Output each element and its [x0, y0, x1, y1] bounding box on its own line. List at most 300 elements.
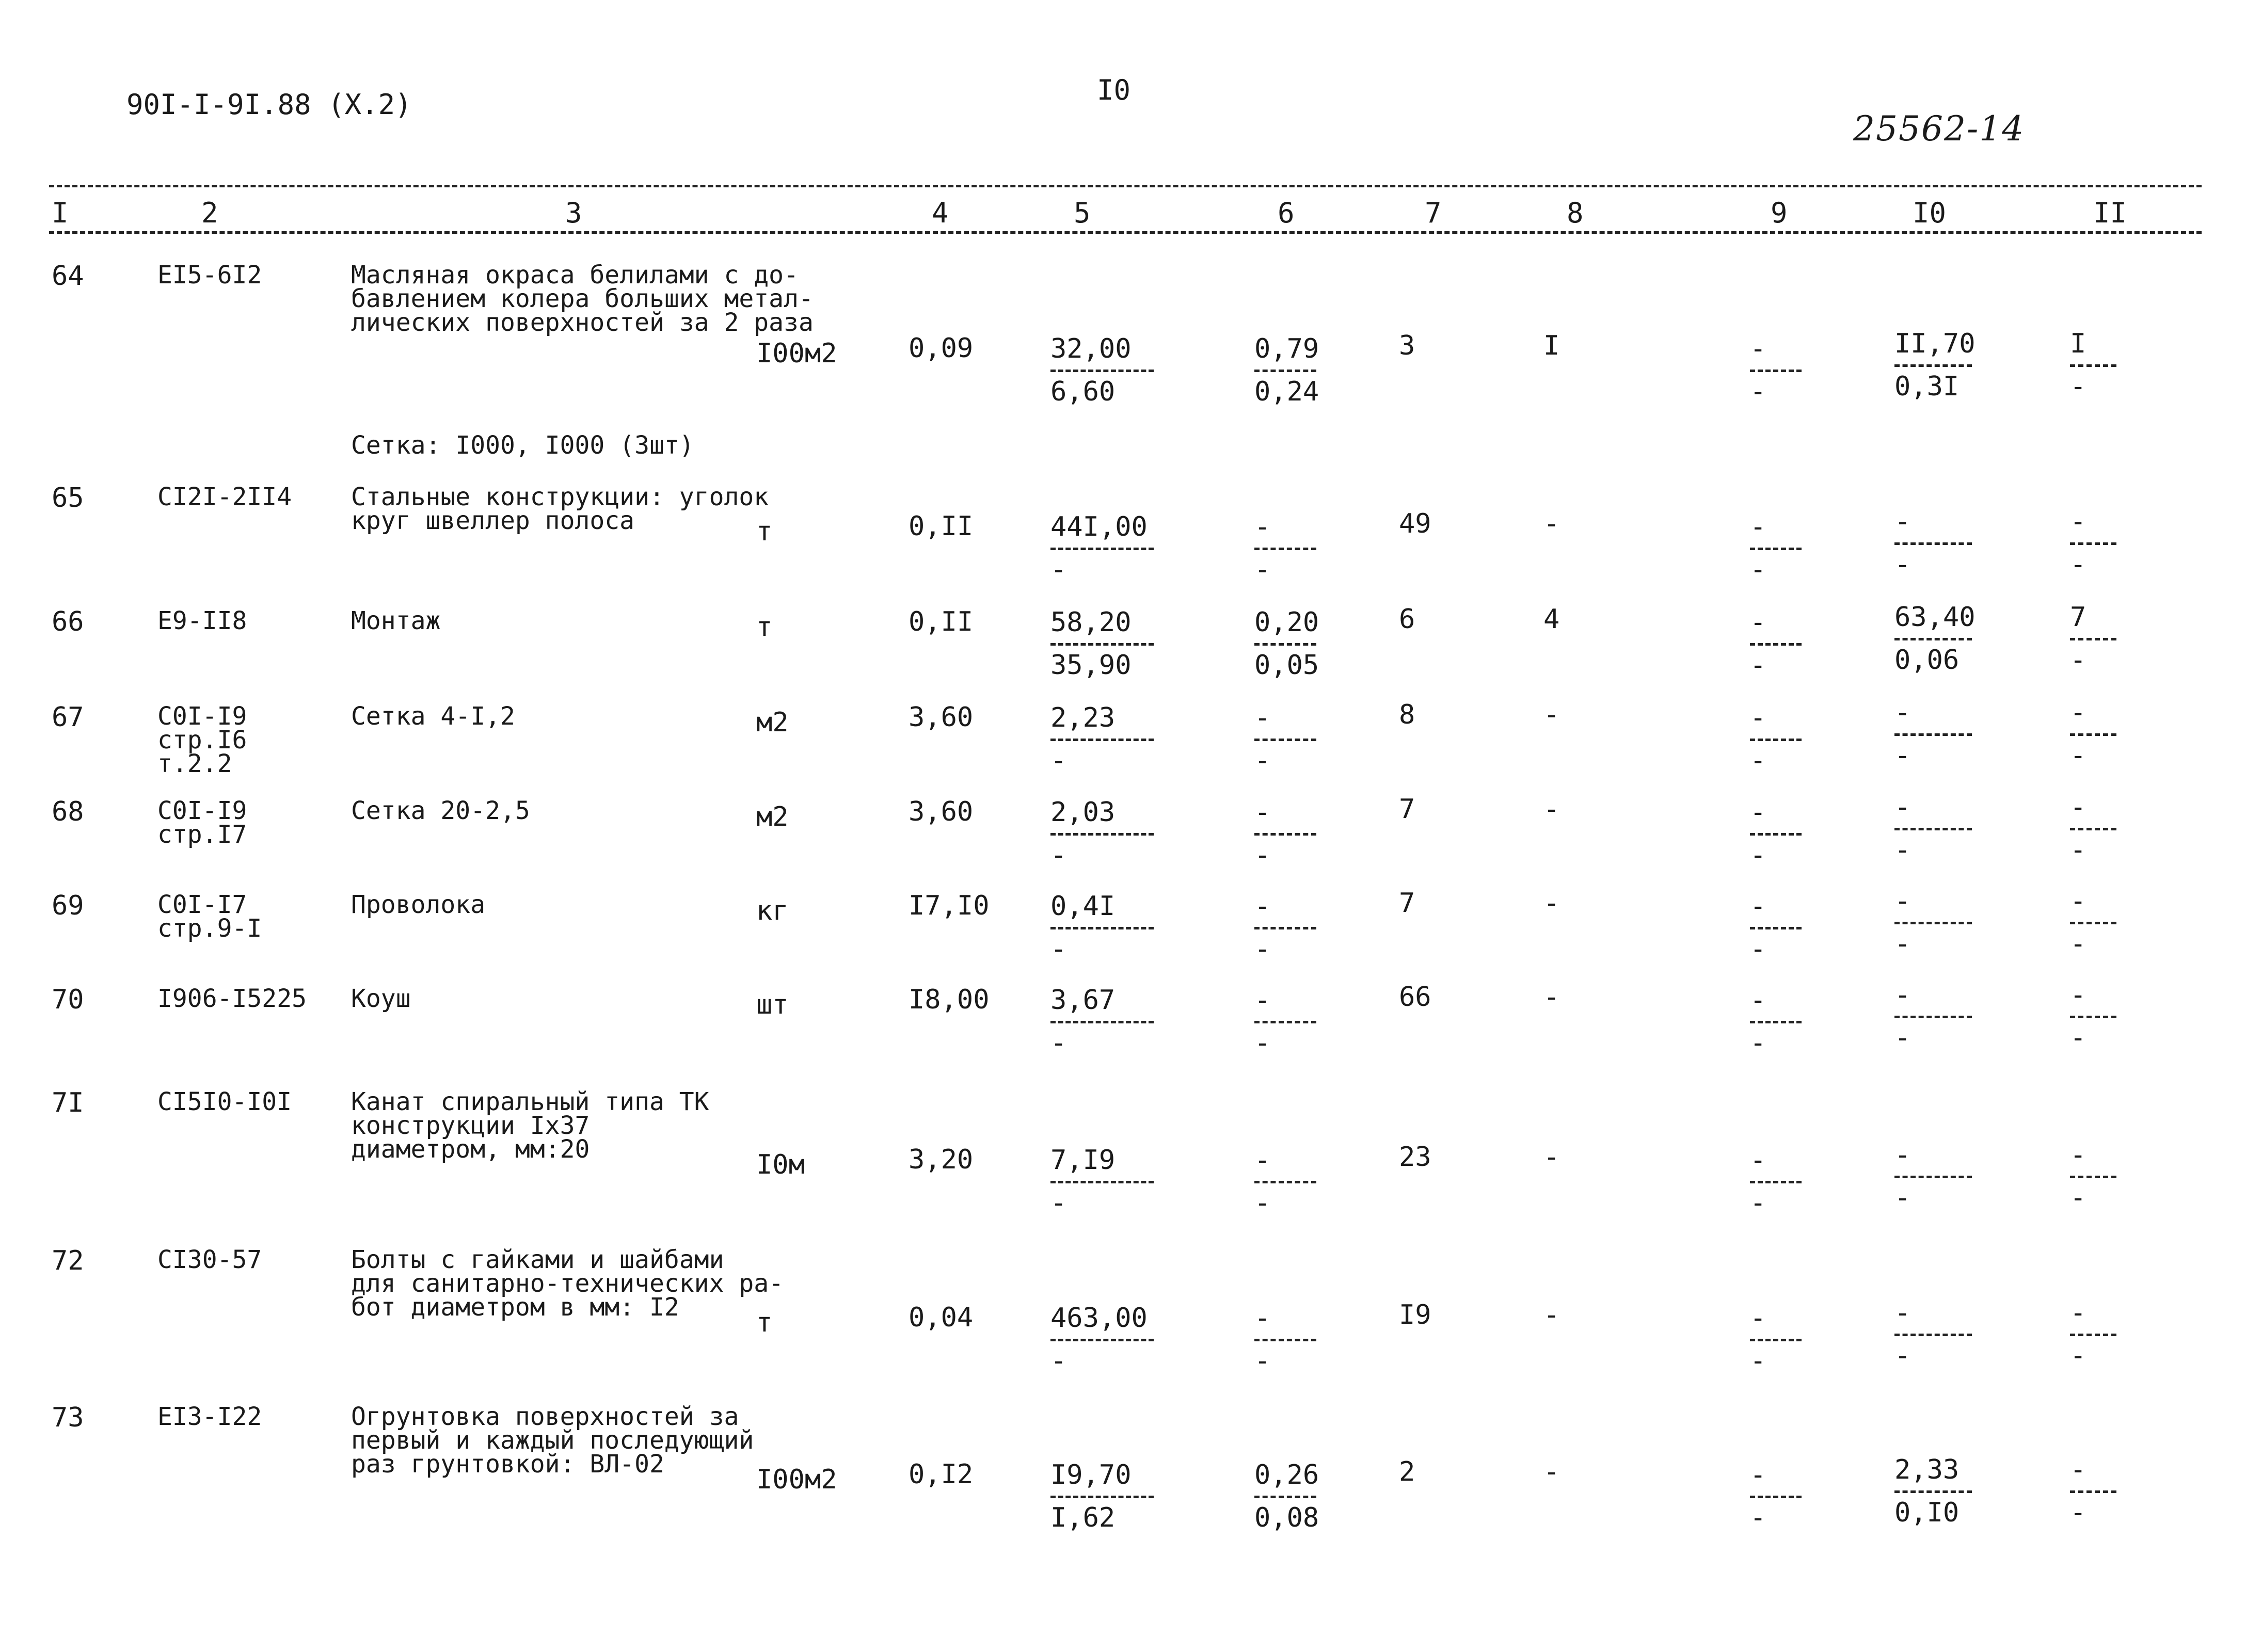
unit: I00м2 [756, 338, 837, 369]
cell-c6-bottom: - [1254, 554, 1271, 585]
fraction-bar [1050, 548, 1154, 550]
cell-c5-top: 3,67 [1050, 985, 1116, 1016]
cell-c9-bottom: - [1750, 745, 1766, 776]
fraction-bar [1894, 542, 1972, 545]
cell-c7: 23 [1399, 1142, 1431, 1173]
work-description: Канат спиральный типа ТК [351, 1087, 709, 1116]
cell-c9-bottom: - [1750, 650, 1766, 681]
rate-code: C0I-I9 [157, 702, 247, 731]
cell-c5-top: 58,20 [1050, 607, 1132, 638]
cell-c8: - [1543, 982, 1560, 1013]
quantity: 0,I2 [909, 1459, 974, 1490]
fraction-bar [1750, 1181, 1802, 1183]
cell-c9-top: - [1750, 1145, 1766, 1176]
cell-c6-fraction [1254, 987, 1316, 1056]
work-description: Огрунтовка поверхностей за [351, 1402, 739, 1431]
fraction-bar [1050, 1496, 1154, 1498]
cell-c9-bottom: - [1750, 1502, 1766, 1533]
rate-code: CI5I0-I0I [157, 1087, 292, 1116]
cell-c6-fraction [1254, 893, 1316, 963]
cell-c5-bottom: - [1050, 840, 1067, 871]
cell-c11-top: - [2070, 506, 2086, 537]
work-description: Стальные конструкции: уголок [351, 483, 769, 511]
quantity: I7,I0 [909, 890, 990, 921]
cell-c10-bottom: - [1894, 1340, 1911, 1371]
fraction-bar [1750, 833, 1802, 836]
cell-c10-fraction [1894, 1456, 1972, 1526]
fraction-bar [1750, 1339, 1802, 1341]
cell-c11-bottom: - [2070, 645, 2086, 676]
column-number: 2 [201, 197, 218, 229]
row-number: 70 [52, 984, 84, 1015]
fraction-bar [1050, 1339, 1154, 1341]
cell-c7: 49 [1399, 508, 1431, 539]
quantity: 3,20 [909, 1144, 974, 1175]
fraction-bar [1894, 922, 1972, 924]
cell-c10-bottom: 0,06 [1894, 645, 1960, 676]
unit: т [756, 516, 773, 547]
column-number: II [2093, 197, 2127, 229]
cell-c11-bottom: - [2070, 928, 2086, 959]
column-number: 9 [1771, 197, 1788, 229]
cell-c7: 66 [1399, 982, 1431, 1013]
cell-c10-top: - [1894, 506, 1911, 537]
cell-c9-fraction [1750, 609, 1802, 679]
fraction-bar [1050, 927, 1154, 929]
cell-c11-fraction [2070, 699, 2116, 769]
cell-c9-top: - [1750, 1459, 1766, 1490]
column-number: 7 [1425, 197, 1442, 229]
cell-c5-fraction [1050, 511, 1154, 585]
header-top-rule [49, 185, 2202, 187]
cell-c11-bottom: - [2070, 740, 2086, 771]
cell-c11-top: - [2070, 886, 2086, 917]
cell-c10-bottom: - [1894, 835, 1911, 865]
cell-c9-fraction [1750, 987, 1802, 1056]
cell-c6-bottom: 0,08 [1254, 1502, 1319, 1533]
cell-c8: - [1543, 508, 1560, 539]
rate-code: E9-II8 [157, 606, 247, 635]
row-number: 69 [52, 890, 84, 921]
cell-c10-bottom: - [1894, 1022, 1911, 1053]
cell-c7: 7 [1399, 794, 1415, 825]
fraction-bar [2070, 1176, 2116, 1178]
fraction-bar [2070, 1490, 2116, 1493]
cell-c5-top: 463,00 [1050, 1303, 1148, 1334]
work-description: Коуш [351, 984, 411, 1013]
work-description: диаметром, мм:20 [351, 1135, 590, 1164]
cell-c9-top: - [1750, 1303, 1766, 1334]
cell-c10-fraction [1894, 602, 1976, 676]
cell-c5-bottom: 35,90 [1050, 650, 1132, 681]
cell-c10-fraction [1894, 794, 1972, 863]
cell-c5-top: I9,70 [1050, 1459, 1132, 1490]
rate-code: C0I-I7 [157, 890, 247, 919]
cell-c10-fraction [1894, 699, 1972, 769]
quantity: 3,60 [909, 796, 974, 827]
cell-c5-fraction [1050, 799, 1154, 869]
cell-c9-top: - [1750, 985, 1766, 1016]
cell-c9-fraction [1750, 335, 1802, 405]
cell-c7: 2 [1399, 1456, 1415, 1487]
fraction-bar [1050, 370, 1154, 372]
cell-c9-fraction [1750, 799, 1802, 869]
cell-c9-fraction [1750, 704, 1802, 774]
rate-code: стр.I7 [157, 820, 247, 849]
fraction-bar [1254, 1021, 1316, 1023]
fraction-bar [1050, 643, 1154, 646]
fraction-bar [1750, 548, 1802, 550]
fraction-bar [1254, 643, 1316, 646]
rate-code: I906-I5225 [157, 984, 307, 1013]
row-number: 68 [52, 796, 84, 827]
cell-c6-bottom: - [1254, 934, 1271, 965]
cell-c6-fraction [1254, 1147, 1316, 1216]
fraction-bar [1254, 1181, 1316, 1183]
unit: м2 [756, 707, 789, 738]
cell-c11-top: - [2070, 1454, 2086, 1485]
row-note: Сетка: I000, I000 (3шт) [351, 431, 694, 460]
cell-c10-bottom: - [1894, 740, 1911, 771]
row-number: 72 [52, 1245, 84, 1276]
cell-c11-bottom: - [2070, 1497, 2086, 1528]
cell-c6-top: - [1254, 985, 1271, 1016]
cell-c6-fraction [1254, 1305, 1316, 1374]
fraction-bar [1894, 638, 1972, 640]
cell-c6-top: - [1254, 1303, 1271, 1334]
work-description: бавлением колера больших метал- [351, 284, 814, 313]
cell-c9-fraction [1750, 893, 1802, 963]
cell-c6-bottom: - [1254, 840, 1271, 871]
cell-c10-fraction [1894, 982, 1972, 1051]
unit: т [756, 612, 773, 643]
document-code: 90I-I-9I.88 (X.2) [126, 88, 412, 121]
cell-c6-top: - [1254, 702, 1271, 733]
sheet-code: 25562-14 [1853, 109, 2025, 149]
cell-c11-top: 7 [2070, 602, 2086, 633]
cell-c7: 3 [1399, 330, 1415, 361]
cell-c10-top: - [1894, 886, 1911, 917]
rate-code: стр.I6 [157, 726, 247, 755]
cell-c9-bottom: - [1750, 1028, 1766, 1058]
cell-c11-bottom: - [2070, 1182, 2086, 1213]
cell-c5-top: 2,23 [1050, 702, 1116, 733]
work-description: конструкции Iх37 [351, 1111, 590, 1140]
rate-code: EI3-I22 [157, 1402, 262, 1431]
cell-c6-fraction [1254, 704, 1316, 774]
fraction-bar [1254, 370, 1316, 372]
cell-c11-top: I [2070, 328, 2086, 359]
cell-c8: - [1543, 1142, 1560, 1173]
cell-c5-fraction [1050, 609, 1154, 679]
row-number: 65 [52, 483, 84, 514]
rate-code: стр.9-I [157, 914, 262, 943]
fraction-bar [1894, 828, 1972, 830]
cell-c10-top: - [1894, 1140, 1911, 1170]
cell-c5-top: 7,I9 [1050, 1145, 1116, 1176]
cell-c9-top: - [1750, 607, 1766, 638]
cell-c6-bottom: 0,05 [1254, 650, 1319, 681]
cell-c9-bottom: - [1750, 554, 1766, 585]
cell-c8: - [1543, 1300, 1560, 1330]
work-description: Проволока [351, 890, 486, 919]
quantity: 0,04 [909, 1302, 974, 1333]
work-description: Сетка 4-I,2 [351, 702, 515, 731]
cell-c5-fraction [1050, 704, 1154, 774]
unit: I0м [756, 1149, 805, 1180]
cell-c6-top: - [1254, 797, 1271, 828]
work-description: бот диаметром в мм: I2 [351, 1293, 679, 1322]
cell-c11-fraction [2070, 1297, 2116, 1371]
fraction-bar [1750, 739, 1802, 741]
cell-c6-bottom: - [1254, 1345, 1271, 1376]
column-number: I0 [1913, 197, 1947, 229]
quantity: 0,II [909, 511, 974, 542]
cell-c6-top: 0,20 [1254, 607, 1319, 638]
cell-c10-top: - [1894, 980, 1911, 1011]
cell-c11-bottom: - [2070, 1022, 2086, 1053]
header-bottom-rule [49, 231, 2202, 234]
cell-c5-bottom: 6,60 [1050, 376, 1116, 407]
row-number: 73 [52, 1402, 84, 1433]
fraction-bar [2070, 638, 2116, 640]
fraction-bar [1254, 1496, 1316, 1498]
cell-c6-top: - [1254, 891, 1271, 922]
cell-c6-bottom: - [1254, 1028, 1271, 1058]
fraction-bar [1254, 1339, 1316, 1341]
cell-c9-fraction [1750, 1147, 1802, 1216]
rate-code: C0I-I9 [157, 796, 247, 825]
cell-c5-fraction [1050, 893, 1154, 963]
cell-c10-top: - [1894, 1297, 1911, 1328]
column-number: 3 [565, 197, 582, 229]
cell-c5-bottom: - [1050, 1028, 1067, 1058]
fraction-bar [1894, 733, 1972, 736]
work-description: круг швеллер полоса [351, 506, 635, 535]
column-number: 6 [1278, 197, 1295, 229]
cell-c10-top: II,70 [1894, 328, 1976, 359]
cell-c6-top: 0,26 [1254, 1459, 1319, 1490]
cell-c10-top: - [1894, 792, 1911, 823]
cell-c10-fraction [1894, 1142, 1972, 1211]
cell-c7: 6 [1399, 604, 1415, 635]
cell-c11-fraction [2070, 1456, 2116, 1526]
cell-c10-bottom: 0,3I [1894, 371, 1960, 402]
rate-code: CI2I-2II4 [157, 483, 292, 511]
cell-c10-fraction [1894, 1297, 1972, 1371]
fraction-bar [1894, 364, 1972, 367]
fraction-bar [1894, 1016, 1972, 1018]
cell-c5-fraction [1050, 335, 1154, 405]
cell-c5-bottom: I,62 [1050, 1502, 1116, 1533]
fraction-bar [1050, 739, 1154, 741]
cell-c7: I9 [1399, 1300, 1431, 1330]
fraction-bar [1254, 548, 1316, 550]
cell-c11-fraction [2070, 794, 2116, 863]
column-number: 4 [932, 197, 949, 229]
cell-c11-bottom: - [2070, 549, 2086, 580]
cell-c10-fraction [1894, 888, 1972, 957]
unit: кг [756, 895, 789, 926]
column-number: I [52, 197, 69, 229]
fraction-bar [1750, 643, 1802, 646]
cell-c6-fraction [1254, 335, 1319, 405]
cell-c6-top: 0,79 [1254, 333, 1319, 364]
fraction-bar [1050, 833, 1154, 836]
cell-c9-bottom: - [1750, 1188, 1766, 1218]
cell-c11-bottom: - [2070, 835, 2086, 865]
quantity: 0,II [909, 606, 974, 637]
cell-c8: - [1543, 888, 1560, 919]
fraction-bar [1254, 833, 1316, 836]
cell-c11-fraction [2070, 1142, 2116, 1211]
cell-c9-top: - [1750, 797, 1766, 828]
cell-c5-fraction [1050, 987, 1154, 1056]
fraction-bar [1254, 927, 1316, 929]
cell-c9-bottom: - [1750, 934, 1766, 965]
cell-c11-top: - [2070, 1297, 2086, 1328]
work-description: Монтаж [351, 606, 441, 635]
column-number: 8 [1567, 197, 1584, 229]
cell-c6-fraction [1254, 511, 1316, 585]
cell-c10-top: 63,40 [1894, 602, 1976, 633]
unit: м2 [756, 801, 789, 832]
fraction-bar [1050, 1021, 1154, 1023]
quantity: 0,09 [909, 333, 974, 364]
cell-c9-bottom: - [1750, 376, 1766, 407]
cell-c10-bottom: 0,I0 [1894, 1497, 1960, 1528]
cell-c5-bottom: - [1050, 554, 1067, 585]
cell-c10-fraction [1894, 330, 1976, 400]
cell-c11-fraction [2070, 508, 2116, 578]
work-description: Сетка 20-2,5 [351, 796, 530, 825]
cell-c6-bottom: - [1254, 745, 1271, 776]
quantity: I8,00 [909, 984, 990, 1015]
cell-c5-top: 44I,00 [1050, 511, 1148, 542]
fraction-bar [1050, 1181, 1154, 1183]
cell-c6-top: - [1254, 511, 1271, 542]
cell-c6-fraction [1254, 799, 1316, 869]
work-description: лических поверхностей за 2 раза [351, 308, 814, 337]
row-number: 67 [52, 702, 84, 733]
work-description: первый и каждый последующий [351, 1426, 754, 1455]
cell-c11-bottom: - [2070, 1340, 2086, 1371]
fraction-bar [1894, 1176, 1972, 1178]
cell-c11-fraction [2070, 602, 2116, 676]
cell-c8: - [1543, 1456, 1560, 1487]
cell-c8: - [1543, 794, 1560, 825]
cell-c9-bottom: - [1750, 1345, 1766, 1376]
work-description: Болты с гайками и шайбами [351, 1245, 724, 1274]
cell-c6-top: - [1254, 1145, 1271, 1176]
cell-c8: 4 [1543, 604, 1560, 635]
cell-c9-fraction [1750, 1305, 1802, 1374]
fraction-bar [2070, 542, 2116, 545]
rate-code: EI5-6I2 [157, 261, 262, 290]
fraction-bar [1894, 1334, 1972, 1336]
cell-c5-fraction [1050, 1305, 1154, 1374]
fraction-bar [1894, 1490, 1972, 1493]
cell-c9-fraction [1750, 511, 1802, 585]
work-description: раз грунтовкой: ВЛ-02 [351, 1450, 664, 1479]
cell-c11-fraction [2070, 982, 2116, 1051]
fraction-bar [2070, 364, 2116, 367]
fraction-bar [1750, 370, 1802, 372]
cell-c8: I [1543, 330, 1560, 361]
cell-c5-bottom: - [1050, 745, 1067, 776]
cell-c6-fraction [1254, 1459, 1319, 1533]
cell-c9-top: - [1750, 702, 1766, 733]
cell-c9-top: - [1750, 511, 1766, 542]
rate-code: CI30-57 [157, 1245, 262, 1274]
cell-c5-fraction [1050, 1459, 1154, 1533]
cell-c5-bottom: - [1050, 1345, 1067, 1376]
cell-c7: 7 [1399, 888, 1415, 919]
cell-c10-bottom: - [1894, 928, 1911, 959]
cell-c8: - [1543, 699, 1560, 730]
cell-c5-top: 2,03 [1050, 797, 1116, 828]
column-number: 5 [1074, 197, 1091, 229]
work-description: Масляная окраса белилами с до- [351, 261, 799, 290]
cell-c11-fraction [2070, 330, 2116, 400]
fraction-bar [2070, 1334, 2116, 1336]
cell-c10-fraction [1894, 508, 1972, 578]
fraction-bar [2070, 733, 2116, 736]
fraction-bar [2070, 828, 2116, 830]
cell-c11-bottom: - [2070, 371, 2086, 402]
unit: т [756, 1307, 773, 1338]
page-number: I0 [1097, 74, 1131, 106]
fraction-bar [2070, 1016, 2116, 1018]
fraction-bar [1254, 739, 1316, 741]
row-number: 7I [52, 1087, 84, 1118]
cell-c10-bottom: - [1894, 1182, 1911, 1213]
cell-c10-top: - [1894, 697, 1911, 728]
cell-c6-bottom: 0,24 [1254, 376, 1319, 407]
cell-c9-bottom: - [1750, 840, 1766, 871]
fraction-bar [1750, 1021, 1802, 1023]
cell-c9-fraction [1750, 1459, 1802, 1533]
unit: шт [756, 989, 789, 1020]
cell-c11-top: - [2070, 1140, 2086, 1170]
cell-c10-bottom: - [1894, 549, 1911, 580]
cell-c6-bottom: - [1254, 1188, 1271, 1218]
cell-c9-top: - [1750, 333, 1766, 364]
cell-c5-bottom: - [1050, 1188, 1067, 1218]
cell-c7: 8 [1399, 699, 1415, 730]
cell-c5-fraction [1050, 1147, 1154, 1216]
fraction-bar [2070, 922, 2116, 924]
cell-c11-top: - [2070, 697, 2086, 728]
unit: I00м2 [756, 1464, 837, 1495]
fraction-bar [1750, 927, 1802, 929]
cell-c5-top: 0,4I [1050, 891, 1116, 922]
fraction-bar [1750, 1496, 1802, 1498]
row-number: 66 [52, 606, 84, 637]
cell-c10-top: 2,33 [1894, 1454, 1960, 1485]
cell-c5-bottom: - [1050, 934, 1067, 965]
quantity: 3,60 [909, 702, 974, 733]
row-number: 64 [52, 261, 84, 292]
cell-c9-top: - [1750, 891, 1766, 922]
cell-c11-fraction [2070, 888, 2116, 957]
rate-code: т.2.2 [157, 749, 232, 778]
cell-c11-top: - [2070, 792, 2086, 823]
cell-c6-fraction [1254, 609, 1319, 679]
work-description: для санитарно-технических ра- [351, 1269, 784, 1298]
cell-c11-top: - [2070, 980, 2086, 1011]
cell-c5-top: 32,00 [1050, 333, 1132, 364]
